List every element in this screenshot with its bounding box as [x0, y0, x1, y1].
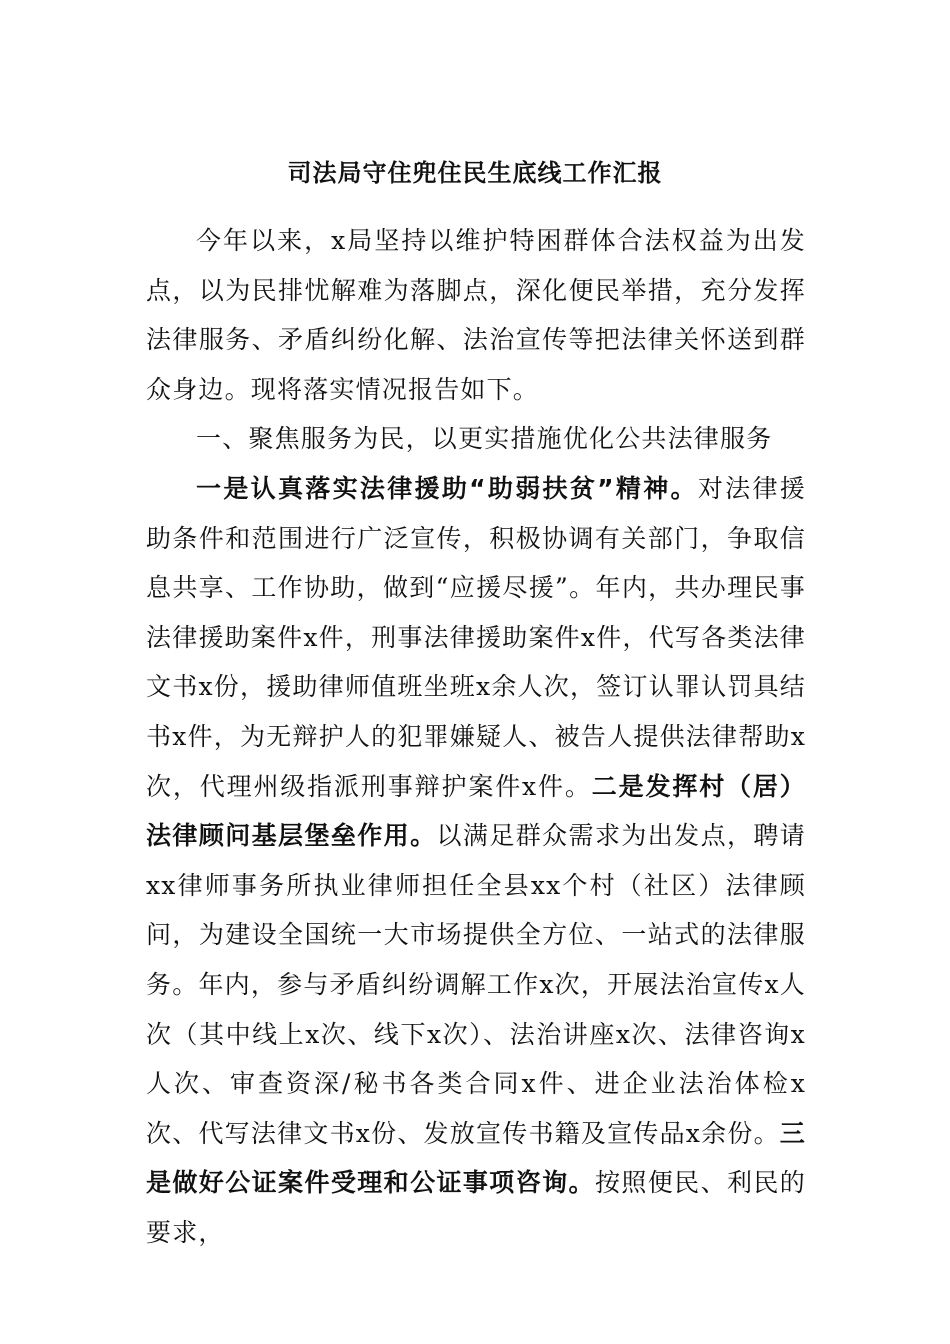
intro-paragraph: 今年以来，x局坚持以维护特困群体合法权益为出发点，以为民排忧解难为落脚点，深化便民举措，充分发挥法律服务、矛盾纠纷化解、法治宣传等把法律关怀送到群众身边。现将落实情况报告如下。 [146, 226, 806, 404]
item-3-title: 三是做好公证案件受理和公证事项咨询。 [146, 1118, 806, 1198]
section-1-paragraph [146, 464, 806, 1258]
item-1-title: 一是认真落实法律援助“助弱扶贫”精神。 [196, 473, 698, 503]
item-2-title: 二是发挥村（居）法律顾问基层堡垒作用。 [146, 771, 806, 851]
section-heading-1: 一、聚焦服务为民，以更实措施优化公共法律服务 [196, 424, 773, 454]
item-2-text: 以满足群众需求为出发点，聘请xx律师事务所执业律师担任全县xx个村（社区）法律顾问，为建设全国统一大市场提供全方位、一站式的法律服务。年内，参与矛盾纠纷调解工作x次，开展法治宣传x人次（其中线上x次、线下x次）、法治讲座x次、法律咨询x人次、审查资深/秘书各类合同x件、进企业法治体检x次、代写法律文书x份、发放宣传书籍及宣传品x余份。 [146, 821, 807, 1148]
document-title: 司法局守住兜住民生底线工作汇报 [287, 159, 663, 187]
item-1-text: 对法律援助条件和范围进行广泛宣传，积极协调有关部门，争取信息共享、工作协助，做到“应援尽援”。年内，共办理民事法律援助案件x件，刑事法律援助案件x件，代写各类法律文书x份，援助律师值班坐班x余人次，签订认罪认罚具结书x件，为无辩护人的犯罪嫌疑人、被告人提供法律帮助x次，代理州级指派刑事辩护案件x件。 [146, 473, 806, 801]
document-body [146, 216, 806, 1257]
item-3-text: 按照便民、利民的要求， [146, 1168, 806, 1247]
